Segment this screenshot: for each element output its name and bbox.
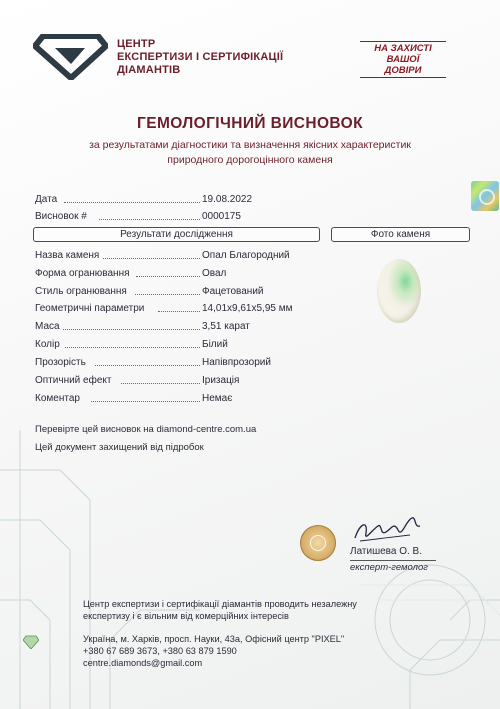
slogan-line-2: ВАШОЇ [386, 54, 420, 65]
slogan-line-3: ДОВІРИ [360, 65, 446, 78]
gold-seal-icon [300, 525, 336, 561]
result-label: Коментар [35, 393, 80, 404]
meta-value: 19.08.2022 [202, 194, 253, 205]
diamond-logo-icon [33, 34, 108, 80]
result-value: Фацетований [202, 286, 264, 297]
results-section-header: Результати дослідження [33, 227, 320, 242]
result-value: Білий [202, 339, 228, 350]
dot-leader [135, 294, 200, 295]
protection-note: Цей документ захищений від підробок [35, 442, 204, 453]
footer-phones: +380 67 689 3673, +380 63 879 1590 [83, 646, 237, 656]
dot-leader [65, 347, 200, 348]
org-line-3: ДІАМАНТІВ [117, 64, 181, 76]
result-value: Іризація [202, 375, 240, 386]
gem-icon [23, 635, 39, 649]
footer-line-2: експертизу і є вільним від комерційних інтересів [83, 611, 289, 621]
slogan-line-1: НА ЗАХИСТІ [360, 41, 446, 54]
dot-leader [136, 276, 200, 277]
photo-section-header: Фото каменя [331, 227, 470, 242]
result-label: Колір [35, 339, 60, 350]
org-line-1: ЦЕНТР [117, 38, 156, 50]
result-label: Стиль огранювання [35, 286, 127, 297]
stone-photo [377, 259, 421, 323]
result-label: Прозорість [35, 357, 86, 368]
result-value: Опал Благородний [202, 250, 290, 261]
subtitle-line-2: природного дорогоцінного каменя [167, 154, 333, 166]
result-value: 3,51 карат [202, 321, 250, 332]
dot-leader [91, 401, 200, 402]
dot-leader [63, 329, 200, 330]
document-title: ГЕМОЛОГІЧНИЙ ВИСНОВОК [137, 115, 363, 132]
expert-role: експерт-гемолог [350, 560, 436, 573]
organization-name [117, 38, 283, 77]
dot-leader [158, 311, 200, 312]
dot-leader [95, 365, 200, 366]
org-line-2: ЕКСПЕРТИЗИ І СЕРТИФІКАЦІЇ [117, 51, 284, 63]
expert-name: Латишева О. В. [350, 546, 422, 557]
subtitle-line-1: за результатами діагностики та визначення якісних характеристик [89, 139, 411, 151]
result-label: Оптичний ефект [35, 375, 112, 386]
hologram-sticker-icon [471, 181, 499, 211]
meta-label: Дата [35, 194, 58, 205]
result-label: Форма огранювання [35, 268, 130, 279]
result-label: Назва каменя [35, 250, 100, 261]
result-value: 14,01x9,61x5,95 мм [202, 303, 293, 314]
result-label: Маса [35, 321, 60, 332]
meta-value: 0000175 [202, 211, 241, 222]
dot-leader [99, 219, 200, 220]
dot-leader [121, 383, 200, 384]
document-subtitle [30, 138, 470, 168]
verify-note: Перевірте цей висновок на diamond-centre.com.ua [35, 424, 257, 435]
expert-signature [350, 508, 430, 548]
result-label: Геометричні параметри [35, 303, 145, 314]
result-value: Немає [202, 393, 233, 404]
dot-leader [64, 202, 200, 203]
result-value: Напівпрозорий [202, 357, 271, 368]
dot-leader [103, 258, 200, 259]
footer-line-1: Центр експертизи і сертифікації діамантів проводить незалежну [83, 599, 357, 609]
footer-address: Україна, м. Харків, просп. Науки, 43а, Офісний центр "PIXEL" [83, 634, 345, 644]
slogan [360, 41, 446, 78]
result-value: Овал [202, 268, 227, 279]
footer-email: centre.diamonds@gmail.com [83, 658, 203, 668]
meta-label: Висновок # [35, 211, 87, 222]
